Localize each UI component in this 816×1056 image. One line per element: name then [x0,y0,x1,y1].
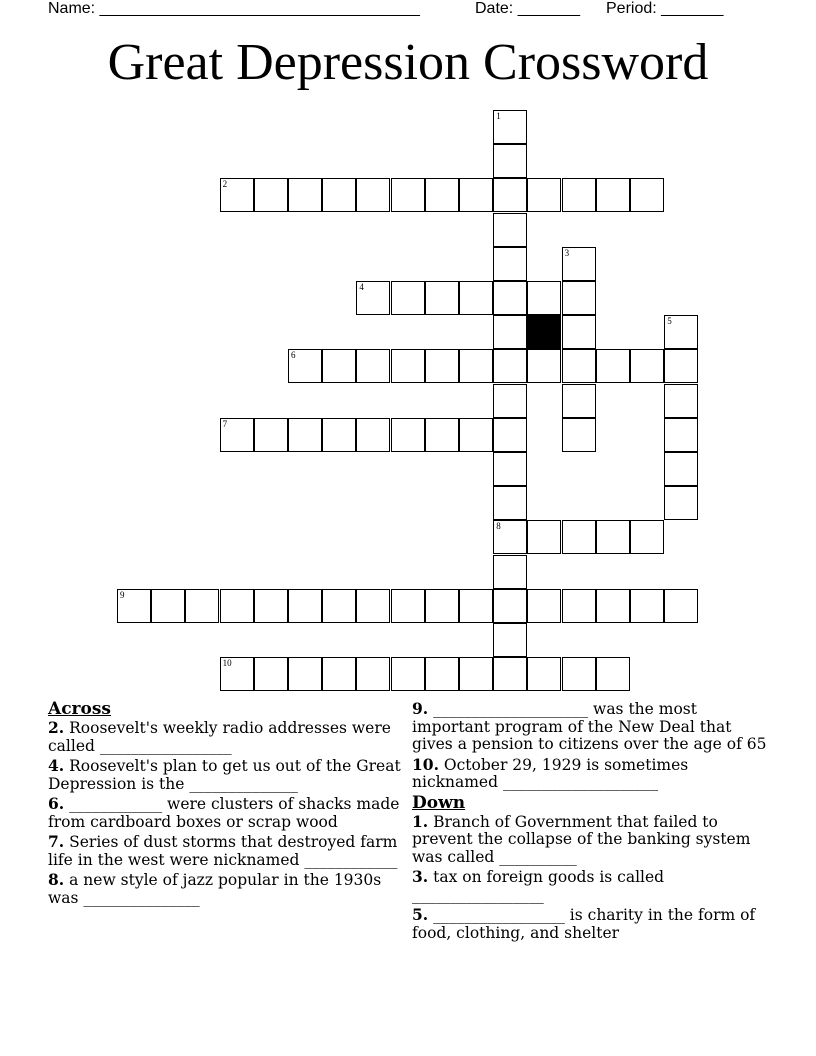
grid-cell[interactable] [493,349,527,383]
grid-cell[interactable] [254,589,288,623]
grid-cell[interactable] [425,349,459,383]
clue-across-4 [48,757,408,793]
grid-cell[interactable] [493,247,527,281]
grid-cell[interactable] [425,657,459,691]
grid-cell[interactable] [493,657,527,691]
clue-number-label: 4 [359,282,364,292]
clues-column-left [48,700,408,909]
page-title: Great Depression Crossword [107,34,709,91]
grid-cell[interactable] [493,384,527,418]
grid-cell[interactable] [459,657,493,691]
grid-cell[interactable] [459,589,493,623]
name-label: Name: [48,0,96,17]
grid-cell[interactable] [527,520,561,554]
grid-cell[interactable] [322,418,356,452]
name-blank: ____________________________________ [99,0,420,17]
clue-number-label: 9 [120,589,125,600]
grid-cell[interactable] [596,589,630,623]
clue-number: 8. [48,870,65,889]
clue-across-2 [48,719,408,755]
grid-cell[interactable] [493,452,527,486]
grid-cell[interactable] [356,178,390,212]
grid-cell[interactable] [254,657,288,691]
clue-text: ____________ were clusters of shacks made from cardboard boxes or scrap wood [48,795,400,831]
grid-cell[interactable] [527,349,561,383]
clue-across-7 [48,833,408,869]
grid-cell[interactable] [220,418,254,452]
grid-cell[interactable] [185,589,219,623]
grid-cell[interactable] [596,657,630,691]
clue-text: _________________ is charity in the form of food, clothing, and shelter [412,906,756,942]
date-blank: _______ [517,0,580,17]
grid-cell[interactable] [220,178,254,212]
clue-number-label: 5 [667,316,672,327]
grid-cell[interactable] [562,247,596,281]
clue-text: Series of dust storms that destroyed farm life in the west were nicknamed ____________ [48,833,398,869]
grid-cell[interactable] [562,349,596,383]
grid-cell[interactable] [459,281,493,315]
grid-cell[interactable] [356,281,390,315]
clue-number: 3. [412,867,429,886]
grid-cell[interactable] [493,520,527,554]
grid-cell[interactable] [664,452,698,486]
clue-number: 6. [48,794,65,813]
grid-cell[interactable] [117,589,151,623]
clue-number-label: 10 [222,658,232,669]
clue-text: Branch of Government that failed to prevent the collapse of the banking system was called __________ [412,812,751,866]
clue-number: 2. [48,718,65,737]
across-heading: Across [48,699,111,719]
grid-cell[interactable] [356,589,390,623]
grid-cell[interactable] [459,418,493,452]
grid-cell[interactable] [288,418,322,452]
clue-text: ____________________ was the most important program of the New Deal that gives a pension to citizens over the age of 65 [412,700,767,753]
grid-cell[interactable] [493,315,527,349]
clue-number-label: 3 [564,247,570,258]
grid-cell[interactable] [425,418,459,452]
grid-cell[interactable] [664,486,698,520]
grid-cell[interactable] [562,384,596,418]
clue-number-label: 7 [222,418,228,429]
grid-cell[interactable] [493,144,527,178]
grid-cell[interactable] [391,657,425,691]
grid-cell[interactable] [630,178,664,212]
clue-text: October 29, 1929 is sometimes nicknamed ____________________ [412,755,689,791]
grid-cell[interactable] [664,418,698,452]
clue-down-1 [412,813,772,867]
grid-cell[interactable] [493,555,527,589]
grid-cell[interactable] [562,178,596,212]
clue-across-10 [412,756,772,792]
clue-text: Roosevelt's weekly radio addresses were called _________________ [48,719,391,755]
grid-cell[interactable] [391,178,425,212]
grid-cell[interactable] [630,520,664,554]
clue-across-9 [412,700,772,754]
clue-text: tax on foreign goods is called _________________ [412,868,665,904]
grid-cell[interactable] [493,213,527,247]
grid-cell[interactable] [596,520,630,554]
grid-cell[interactable] [493,281,527,315]
grid-cell[interactable] [356,418,390,452]
grid-cell[interactable] [562,315,596,349]
date-label: Date: [475,0,514,17]
black-cell [527,315,561,349]
clue-number: 4. [48,756,65,775]
clue-number: 1. [412,811,429,831]
grid-cell[interactable] [391,349,425,383]
clue-number: 10. [412,754,439,774]
grid-cell[interactable] [288,178,322,212]
clue-number: 7. [48,832,65,851]
clue-across-6 [48,795,408,831]
grid-cell[interactable] [391,418,425,452]
grid-cell[interactable] [664,589,698,623]
grid-cell[interactable] [288,589,322,623]
grid-cell[interactable] [664,349,698,383]
grid-cell[interactable] [527,657,561,691]
clues-column-right [412,700,772,944]
grid-cell[interactable] [596,349,630,383]
grid-cell[interactable] [322,657,356,691]
clue-number-label: 1 [496,111,501,121]
grid-cell[interactable] [630,589,664,623]
grid-cell[interactable] [425,281,459,315]
grid-cell[interactable] [322,178,356,212]
clue-number-label: 8 [496,521,501,532]
grid-cell[interactable] [493,178,527,212]
grid-cell[interactable] [493,589,527,623]
grid-cell[interactable] [356,349,390,383]
grid-cell[interactable] [493,418,527,452]
grid-cell[interactable] [322,589,356,623]
clue-number: 9. [412,699,429,718]
clue-number-label: 6 [291,350,296,361]
clue-number: 5. [412,905,429,924]
grid-cell[interactable] [493,486,527,520]
grid-cell[interactable] [527,281,561,315]
grid-cell[interactable] [630,349,664,383]
grid-cell[interactable] [562,520,596,554]
grid-cell[interactable] [254,178,288,212]
clue-down-3 [412,868,772,904]
grid-cell[interactable] [527,589,561,623]
grid-cell[interactable] [356,657,390,691]
period-blank: _______ [661,0,724,17]
grid-cell[interactable] [425,589,459,623]
grid-cell[interactable] [151,589,185,623]
period-label: Period: [606,0,657,17]
grid-cell[interactable] [220,589,254,623]
grid-cell[interactable] [493,623,527,657]
grid-cell[interactable] [596,178,630,212]
grid-cell[interactable] [459,178,493,212]
grid-cell[interactable] [425,178,459,212]
grid-cell[interactable] [664,384,698,418]
grid-cell[interactable] [527,178,561,212]
grid-cell[interactable] [391,281,425,315]
clue-across-8 [48,871,408,907]
grid-cell[interactable] [664,315,698,349]
down-heading: Down [412,792,466,813]
grid-cell[interactable] [493,110,527,144]
grid-cell[interactable] [562,281,596,315]
grid-cell[interactable] [562,657,596,691]
grid-cell[interactable] [322,349,356,383]
grid-cell[interactable] [254,418,288,452]
grid-cell[interactable] [391,589,425,623]
grid-cell[interactable] [288,657,322,691]
clue-number-label: 2 [222,179,228,190]
clue-down-5 [412,906,772,942]
grid-cell[interactable] [220,657,254,691]
grid-cell[interactable] [459,349,493,383]
clue-text: Roosevelt's plan to get us out of the Great Depression is the ______________ [48,757,401,793]
grid-cell[interactable] [288,349,322,383]
clue-text: a new style of jazz popular in the 1930s was _______________ [48,871,382,907]
grid-cell[interactable] [562,589,596,623]
grid-cell[interactable] [562,418,596,452]
